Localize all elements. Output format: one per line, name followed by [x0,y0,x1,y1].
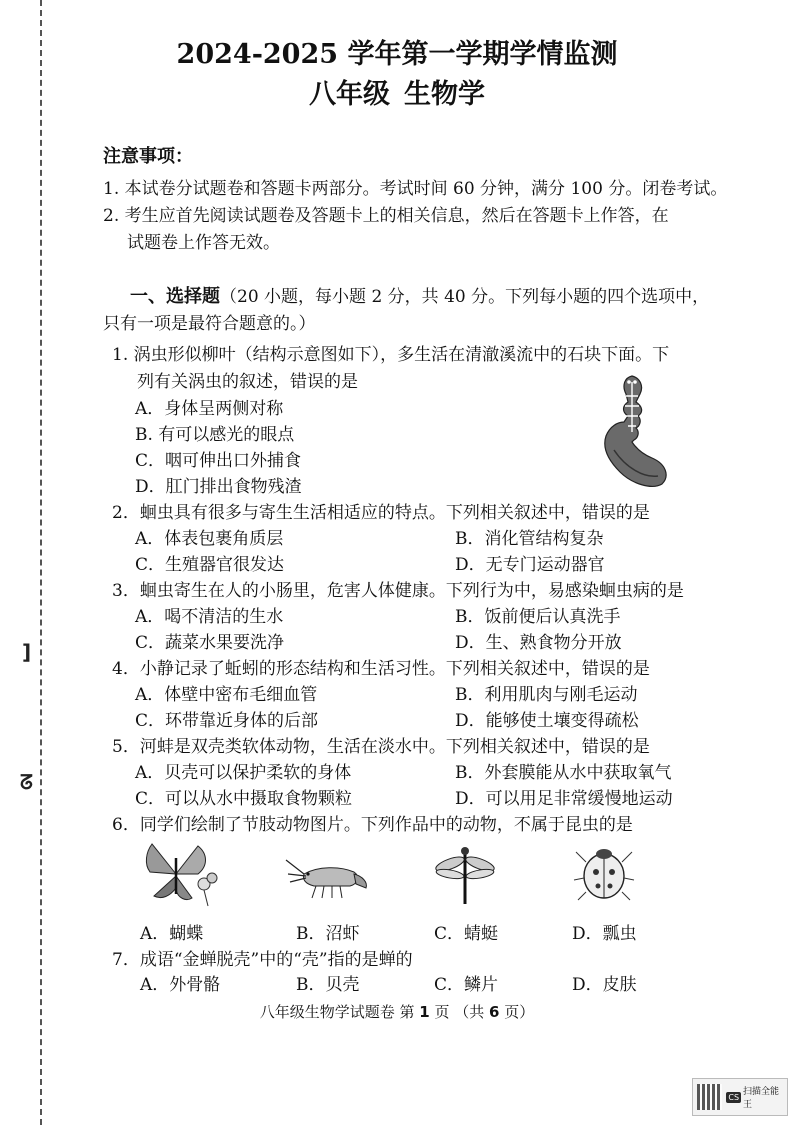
question-2-option-b: B．消化管结构复杂 [455,529,604,549]
question-6-option-b: B．沼虾 [296,924,360,944]
notice-item-2-cont: 试题卷上作答无效。 [127,233,280,253]
question-3-option-a: A．喝不清洁的生水 [135,607,284,627]
question-4-option-b: B．利用肌肉与刚毛运动 [455,685,638,705]
question-3-option-b: B．饭前便后认真洗手 [455,607,621,627]
question-1-option-b: B. 有可以感光的眼点 [135,425,295,445]
notice-item-1: 1. 本试卷分试题卷和答题卡两部分。考试时间 60 分钟，满分 100 分。闭卷考试。 [103,179,728,199]
question-4-option-d: D．能够使土壤变得疏松 [455,711,639,731]
question-6-option-d: D．瓢虫 [572,924,637,944]
qr-code-icon [697,1084,722,1110]
exam-subtitle: 八年级 生物学 [309,79,485,110]
question-1-option-d: D．肛门排出食物残渣 [135,477,302,497]
shrimp-illustration [284,852,374,902]
question-7-stem: 7．成语“金蝉脱壳”中的“壳”指的是蝉的 [112,950,413,970]
question-1-stem: 1. 涡虫形似柳叶（结构示意图如下），多生活在清澈溪流中的石块下面。下 [112,345,670,365]
notice-item-2: 2. 考生应首先阅读试题卷及答题卡上的相关信息，然后在答题卡上作答，在 [103,206,669,226]
question-7-option-d: D．皮肤 [572,975,637,995]
question-5-option-c: C．可以从水中摄取食物颗粒 [135,789,353,809]
question-4-stem: 4．小静记录了蚯蚓的形态结构和生活习性。下列相关叙述中，错误的是 [112,659,650,679]
question-3-option-c: C．蔬菜水果要洗净 [135,633,285,653]
page-footer: 八年级生物学试题卷 第 1 页 （共 6 页） [259,1003,535,1021]
question-1-option-a: A．身体呈两侧对称 [135,399,284,419]
question-3-option-d: D．生、熟食物分开放 [455,633,622,653]
question-2-option-c: C．生殖器官很发达 [135,555,285,575]
question-4-option-a: A．体壁中密布毛细血管 [135,685,318,705]
question-7-option-a: A．外骨骼 [140,975,221,995]
edge-mark: ] [22,640,32,664]
question-2-option-d: D．无专门运动器官 [455,555,605,575]
ladybug-illustration [572,842,636,904]
question-4-option-c: C．环带靠近身体的后部 [135,711,319,731]
scanner-watermark [692,1078,788,1116]
question-7-option-b: B．贝壳 [296,975,360,995]
dragonfly-illustration [432,842,498,908]
edge-mark: ᘔ [20,770,33,794]
planarian-illustration [592,372,672,492]
question-5-option-a: A．贝壳可以保护柔软的身体 [135,763,352,783]
question-6-option-a: A．蝴蝶 [140,924,204,944]
exam-title: 2024-2025 学年第一学期学情监测 [176,39,618,70]
question-3-stem: 3．蛔虫寄生在人的小肠里，危害人体健康。下列行为中，易感染蛔虫病的是 [112,581,684,601]
camscanner-logo-icon: CS [728,1092,740,1102]
section-heading: 一、选择题（20 小题，每小题 2 分，共 40 分。下列每小题的四个选项中， [130,286,710,307]
question-6-stem: 6．同学们绘制了节肢动物图片。下列作品中的动物，不属于昆虫的是 [112,815,633,835]
question-1-stem-cont: 列有关涡虫的叙述，错误的是 [137,372,358,392]
butterfly-illustration [138,838,220,908]
question-5-stem: 5．河蚌是双壳类软体动物，生活在淡水中。下列相关叙述中，错误的是 [112,737,650,757]
question-5-option-b: B．外套膜能从水中获取氧气 [455,763,672,783]
scanner-app-name: 扫描全能王 [743,1087,780,1110]
question-7-option-c: C．鳞片 [434,975,499,995]
binding-dashed-line [40,0,42,1125]
question-2-stem: 2．蛔虫具有很多与寄生生活相适应的特点。下列相关叙述中，错误的是 [112,503,650,523]
question-6-option-c: C．蜻蜓 [434,924,499,944]
section-desc: 只有一项是最符合题意的。） [103,314,316,334]
notice-heading: 注意事项： [103,146,193,167]
question-1-option-c: C．咽可伸出口外捕食 [135,451,302,471]
question-2-option-a: A．体表包裹角质层 [135,529,284,549]
question-5-option-d: D．可以用足非常缓慢地运动 [455,789,673,809]
